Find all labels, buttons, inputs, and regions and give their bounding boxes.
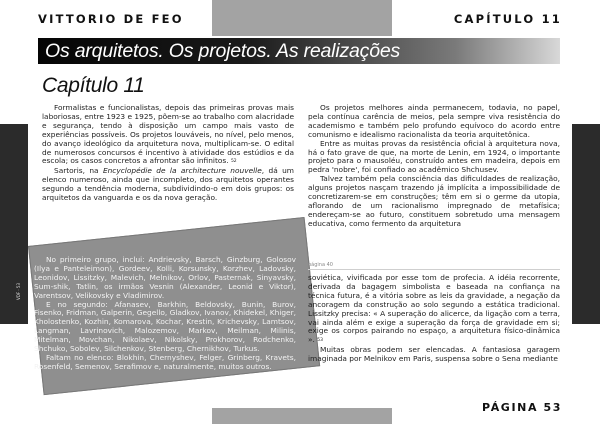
running-header-chapter: CAPÍTULO 11 bbox=[453, 12, 562, 26]
header-grey-block bbox=[212, 0, 392, 36]
paragraph: Entre as muitas provas da resistência oficial à arquitetura nova, há o fato grave de que, na morte de Lenin, em 1924, o importante projeto para o mausoléu, construído antes em madeira, depois em pedra 'nobre', foi confiado ao acadêmico Shchusev. bbox=[308, 138, 560, 175]
footnote-ref: 52 bbox=[230, 159, 237, 165]
paragraph: E no segundo: Afanasev, Barkhin, Beldovsky, Bunin, Burov, Fisenko, Fridman, Galperin, Gegello, Gladkov, Ivanov, Khidekel, Khiger, Kholostenko, Kozhin, Komarova, Kochar, Krestin, Krichevsky, Lamtsov, Langman, Lavrinovich, Malozemov, Markov, Meilman, Milinis, Mitelman, Movchan, Nikolaev, Nikolsky, Prokhorov, Rodchenko, Shchuko, Sobolev, Silchenkov, Stenberg, Chernikhov, Turkus. bbox=[34, 299, 296, 354]
footnote-ref: 53 bbox=[317, 338, 323, 344]
chapter-heading: Capítulo 11 bbox=[42, 74, 145, 97]
footer-grey-block bbox=[212, 408, 392, 424]
figure-text-block bbox=[34, 256, 296, 396]
left-edge-bar bbox=[0, 124, 28, 324]
right-text-column-top bbox=[308, 104, 560, 229]
paragraph: No primeiro grupo, inclui: Andrievsky, Barsch, Ginzburg, Golosov (Ilya e Panteleimon), Gordeev, Kolli, Korsunsky, Korzhev, Ladovsky, Leonidov, Lissitzky, Malevich, Melnikov, Orlov, Pasternak, Sinyavsky, Sum-shik, Tatlin, os irmãos Vesnin (Alexander, Leonid e Viktor), Varentsov, Velikovsky e Vladimirov. bbox=[34, 256, 296, 300]
paragraph: Faltam no elenco: Blokhin, Chernyshev, Felger, Grinberg, Kravets, Rosenfeld, Semenov, Serafimov e, naturalmente, muitos outros. bbox=[34, 352, 296, 371]
paragraph: Os projetos melhores ainda permanecem, todavia, no papel, pela contínua carência de meios, pela sempre viva resistência do academismo e também pelo profundo equívoco do acordo entre comunismo e idealismo racionalista da teoria arquitetônica. bbox=[308, 103, 560, 139]
right-text-column-bottom bbox=[308, 274, 560, 364]
running-header-author: VITTORIO DE FEO bbox=[38, 12, 184, 26]
right-edge-bar bbox=[572, 124, 600, 324]
paragraph: soviética, vivificada por esse tom de profecia. A idéia recorrente, derivada da bagagem simbolista e baseada na confiança na técnica futura, é a vitória sobre as leis da gravidade, a negação da ancoragem da construção ao solo segundo a estática tradicional. Lissitzky precisa: « A superação do alicerce, da ligação com a terra, vai ainda além e exige a superação da força de gravidade em si; exige os corpos pairando no espaço, a arquitetura físico-dinâmica ». 53 bbox=[308, 273, 560, 345]
book-title: Encyclopédie de la architecture nouvelle bbox=[102, 166, 262, 176]
paragraph: Formalistas e funcionalistas, depois das primeiras provas mais laboriosas, entre 1923 e 1925, põem-se ao trabalho com alacridade e segurança, tendo à disposição um campo mais vasto de experiências possíveis. Os projetos louváveis, no nível, pelo menos, do avanço ideológico da arquitetura nova, multiplicam-se. O edital de numerosos concursos é incentivo à atividade dos estúdios e da escola; os casos concretos a afrontar são infinitos. 52 bbox=[42, 103, 294, 166]
page-marker: página 40 bbox=[308, 262, 560, 270]
section-title: Os arquitetos. Os projetos. As realizações bbox=[45, 40, 401, 62]
page-number: PÁGINA 53 bbox=[482, 401, 562, 414]
paragraph: Sartoris, na Encyclopédie de la architecture nouvelle, dá um elenco numeroso, ainda que incompleto, dos arquitetos operantes segundo a tendência moderna, subdividindo-o em dois grupos: os arquitetos da vanguarda e os da nova geração. bbox=[42, 166, 294, 203]
figure-side-caption: VDF · 53 bbox=[16, 282, 21, 300]
paragraph: Talvez também pela consciência das dificuldades de realização, alguns projetos nasçam trazendo já implícita a impossibilidade de concretizarem-se em construções; têm em si o germe da utopia, aflorando de um racionalismo impregnado de metafísica; endereçam-se ao futuro, constituem sobretudo uma mensagem educativa, como fermento da arquitetura bbox=[308, 174, 560, 228]
paragraph: Muitas obras podem ser elencadas. A fantasiosa garagem imaginada por Melnikov em Paris, suspensa sobre o Sena mediante bbox=[308, 345, 560, 364]
left-text-column bbox=[42, 104, 294, 203]
